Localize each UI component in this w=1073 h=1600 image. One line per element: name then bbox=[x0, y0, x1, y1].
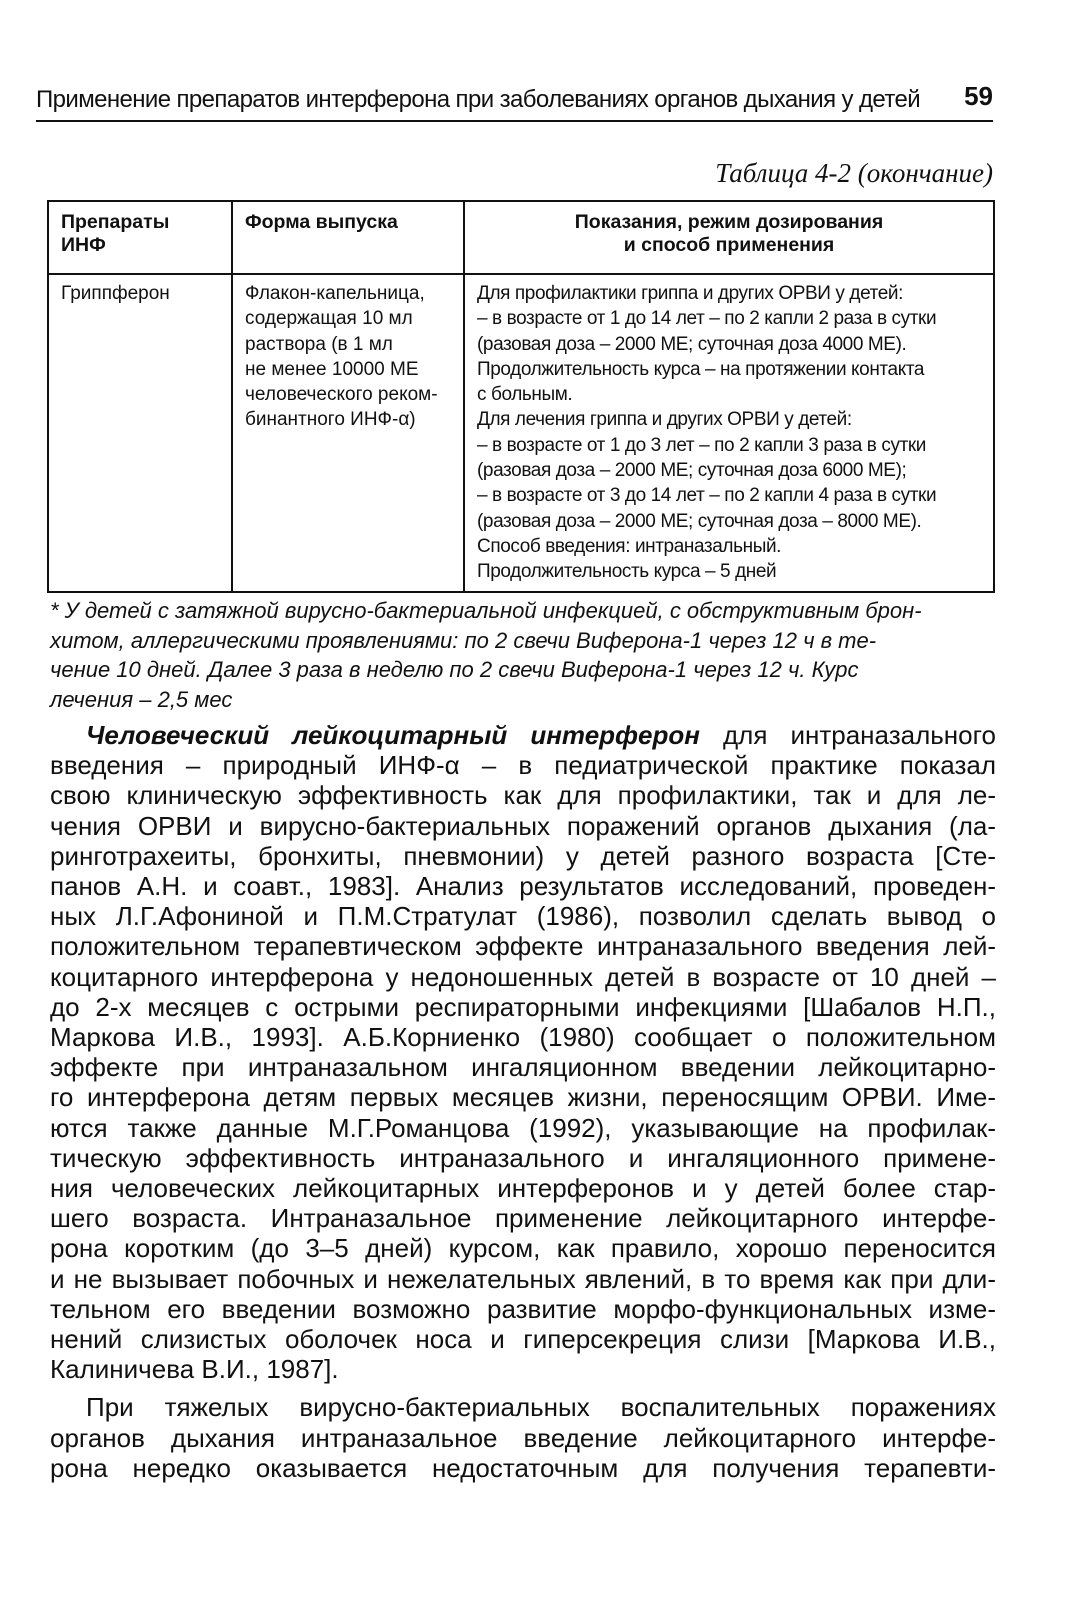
paragraph-line: Маркова И.В., 1993]. А.Б.Корниенко (1980) сообщает о положительном bbox=[50, 1022, 996, 1053]
paragraph-line bbox=[50, 720, 996, 750]
indication-line: (разовая доза – 2000 МЕ; суточная доза – 8000 МЕ). bbox=[477, 510, 922, 532]
release-form-line: содержащая 10 мл bbox=[245, 308, 413, 330]
paragraph-line: эффекте при интраназальном ингаляционном введении лейкоцитарно- bbox=[50, 1052, 996, 1083]
header-indications-line: и способ применения bbox=[623, 234, 835, 256]
footnote-line: лечения – 2,5 мес bbox=[50, 686, 233, 712]
indication-line: Продолжительность курса – на протяжении контакта bbox=[477, 358, 925, 380]
paragraph-line: до 2-х месяцев с острыми респираторными инфекциями [Шабалов Н.П., bbox=[50, 991, 996, 1022]
page-number: 59 bbox=[964, 81, 993, 111]
header-drug: Препараты ИНФ bbox=[48, 201, 232, 274]
paragraph-line: При тяжелых вирусно-бактериальных воспалительных поражениях bbox=[86, 1392, 996, 1423]
paragraph-line: и не вызывает побочных и нежелательных явлений, в то время как при дли- bbox=[50, 1263, 996, 1294]
dosage-table bbox=[47, 200, 995, 593]
cell-release-form bbox=[232, 274, 464, 592]
indication-line: с больным. bbox=[477, 384, 573, 406]
lead-term: Человеческий лейкоцитарный интерферон bbox=[86, 720, 700, 750]
indication-line: (разовая доза – 2000 МЕ; суточная доза 6000 МЕ); bbox=[477, 460, 907, 482]
paragraph-line: тическую эффективность интраназального и ингаляционного примене- bbox=[50, 1142, 996, 1173]
indication-line: – в возрасте от 1 до 3 лет – по 2 капли 3 раза в сутки bbox=[477, 434, 927, 456]
footnote-line: хитом, аллергическими проявлениями: по 2 свечи Виферона-1 через 12 ч в те- bbox=[50, 627, 877, 653]
paragraph-line: рона нередко оказывается недостаточным для получения терапевти- bbox=[50, 1452, 996, 1483]
paragraph-line: свою клиническую эффективность как для профилактики, так и для ле- bbox=[50, 780, 996, 811]
paragraph-line: введения – природный ИНФ-α – в педиатрической практике показал bbox=[50, 750, 996, 781]
header-indications bbox=[464, 201, 994, 274]
running-title: Применение препаратов интерферона при заболеваниях органов дыхания у детей bbox=[36, 86, 921, 113]
header-form: Форма выпуска bbox=[232, 201, 464, 274]
paragraph-line: рона коротким (до 3–5 дней) курсом, как правило, хорошо переносится bbox=[50, 1233, 996, 1264]
paragraph-line: Калиничева В.И., 1987]. bbox=[50, 1354, 339, 1385]
release-form-line: не менее 10000 МЕ bbox=[245, 358, 419, 380]
indication-line: – в возрасте от 1 до 14 лет – по 2 капли 2 раза в сутки bbox=[477, 308, 937, 330]
release-form-line: бинантного ИНФ-α) bbox=[245, 409, 416, 431]
indication-line: Для профилактики гриппа и других ОРВИ у детей: bbox=[477, 283, 903, 304]
release-form-line: человеческого реком- bbox=[245, 384, 438, 406]
table-caption: Таблица 4-2 (окончание) bbox=[715, 158, 993, 188]
footnote-line: * У детей с затяжной вирусно-бактериальной инфекцией, с обструктивным брон- bbox=[50, 598, 922, 623]
header-indications-line: Показания, режим дозирования bbox=[574, 211, 884, 233]
paragraph-severe-infections bbox=[50, 1392, 996, 1483]
cell-drug-name: Гриппферон bbox=[48, 274, 232, 592]
paragraph-line: панов А.Н. и соавт., 1983]. Анализ результатов исследований, проведен- bbox=[50, 871, 996, 902]
table-header-row bbox=[48, 201, 994, 274]
paragraph-line: шего возраста. Интраназальное применение лейкоцитарного интерфе- bbox=[50, 1203, 996, 1234]
cell-indications bbox=[464, 274, 994, 592]
lead-rest: для интраназального bbox=[699, 720, 996, 750]
paragraph-leukocyte-interferon bbox=[50, 720, 996, 1384]
paragraph-line: ных Л.Г.Афониной и П.М.Стратулат (1986), позволил сделать вывод о bbox=[50, 901, 996, 932]
paragraph-line: ются также данные М.Г.Романцова (1992), указывающие на профилак- bbox=[50, 1112, 996, 1143]
indication-line: (разовая доза – 2000 МЕ; суточная доза 4000 МЕ). bbox=[477, 333, 907, 355]
paragraph-line: тельном его введении возможно развитие морфо-функциональных изме- bbox=[50, 1293, 996, 1324]
paragraph-line: ния человеческих лейкоцитарных интерферонов и у детей более стар- bbox=[50, 1173, 996, 1204]
indication-line: Способ введения: интраназальный. bbox=[477, 535, 782, 557]
release-form-line: Флакон-капельница, bbox=[245, 283, 425, 304]
table-footnote bbox=[50, 596, 996, 714]
release-form-line: раствора (в 1 мл bbox=[245, 333, 393, 355]
paragraph-line: нений слизистых оболочек носа и гиперсекреция слизи [Маркова И.В., bbox=[50, 1324, 996, 1355]
paragraph-line: коцитарного интерферона у недоношенных детей в возрасте от 10 дней – bbox=[50, 961, 996, 992]
indication-line: Продолжительность курса – 5 дней bbox=[477, 561, 777, 583]
paragraph-line: положительном терапевтическом эффекте интраназального введения лей- bbox=[50, 931, 996, 962]
paragraph-line: го интерферона детям первых месяцев жизни, переносящим ОРВИ. Име- bbox=[50, 1082, 996, 1113]
body-text bbox=[50, 720, 996, 1483]
table-row bbox=[48, 274, 994, 592]
indication-line: – в возрасте от 3 до 14 лет – по 2 капли 4 раза в сутки bbox=[477, 485, 937, 507]
indication-line: Для лечения гриппа и других ОРВИ у детей: bbox=[477, 409, 852, 431]
footnote-line: чение 10 дней. Далее 3 раза в неделю по 2 свечи Виферона-1 через 12 ч. Курс bbox=[50, 657, 859, 682]
paragraph-line: органов дыхания интраназальное введение лейкоцитарного интерфе- bbox=[50, 1422, 996, 1453]
paragraph-line: ринготрахеиты, бронхиты, пневмонии) у детей разного возраста [Сте- bbox=[50, 840, 996, 871]
paragraph-line: чения ОРВИ и вирусно-бактериальных поражений органов дыхания (ла- bbox=[50, 810, 996, 841]
running-header bbox=[36, 72, 993, 122]
